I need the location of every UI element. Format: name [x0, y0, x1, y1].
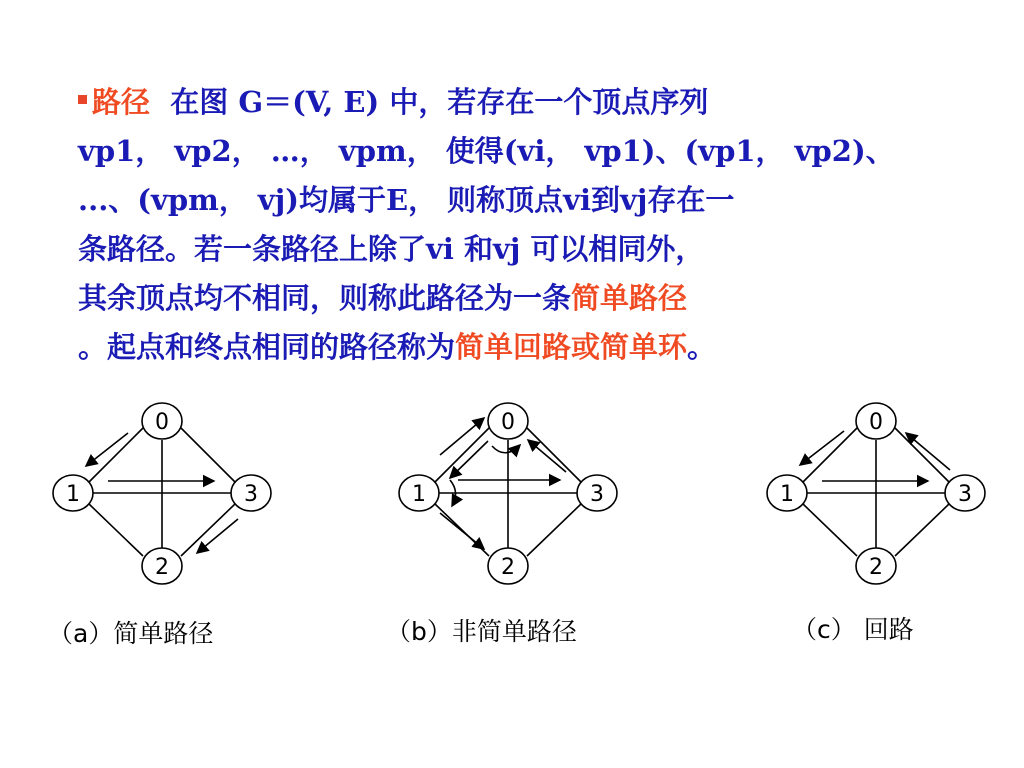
diagram-c — [800, 428, 950, 556]
edge-0-3 — [895, 428, 949, 482]
term-simple-path: 简单路径 — [571, 281, 688, 315]
term-path: 路径 — [92, 85, 151, 119]
vertex-label: 2 — [501, 555, 515, 580]
edge-1-2 — [803, 504, 857, 556]
path-arrow — [450, 441, 488, 478]
path-arrow — [528, 440, 566, 472]
vertex-label: 0 — [501, 410, 515, 435]
edge-0-3 — [527, 428, 581, 482]
edge-3-2 — [895, 504, 949, 556]
vertex-label: 1 — [780, 482, 794, 507]
line6-end: 。 — [687, 330, 717, 364]
vertex-label: 3 — [958, 482, 972, 507]
line6-text: 。起点和终点相同的路径称为 — [78, 330, 456, 364]
line1-text: 在图 G＝(V, E) 中，若存在一个顶点序列 — [170, 85, 709, 119]
vertex-label: 2 — [869, 555, 883, 580]
path-arrow — [440, 418, 484, 455]
caption-a: （a）简单路径 — [48, 619, 214, 648]
line5-text: 其余顶点均不相同，则称此路径为一条 — [78, 281, 572, 315]
edge-0-1 — [89, 428, 143, 482]
caption-b: （b）非简单路径 — [386, 617, 577, 646]
path-arrow — [197, 519, 238, 553]
vertex-label: 1 — [66, 482, 80, 507]
diagram-a — [86, 428, 238, 556]
definition-line-4: 条路径。若一条路径上除了vi 和vj 可以相同外， — [78, 232, 705, 266]
vertex-label: 0 — [869, 410, 883, 435]
edge-0-3 — [181, 428, 235, 482]
edge-3-2 — [527, 504, 581, 556]
path-arrow — [492, 445, 520, 453]
vertex-label: 3 — [244, 482, 258, 507]
edge-3-2 — [181, 504, 235, 556]
definition-line-3: ...、(vpm， vj)均属于E， 则称顶点vi到vj存在一 — [78, 183, 735, 217]
vertex-label: 0 — [155, 410, 169, 435]
path-arrow — [906, 433, 950, 470]
term-simple-cycle: 简单回路或简单环 — [455, 330, 688, 364]
definition-line-2: vp1， vp2， …， vpm， 使得(vi， vp1)、(vp1， vp2)、 — [78, 134, 895, 168]
path-arrow — [440, 513, 484, 549]
caption-c: （c） 回路 — [792, 615, 914, 644]
vertex-label: 2 — [155, 555, 169, 580]
edge-1-2 — [89, 504, 143, 556]
edge-0-1 — [803, 428, 857, 482]
vertex-label: 3 — [590, 482, 604, 507]
vertex-label: 1 — [412, 482, 426, 507]
